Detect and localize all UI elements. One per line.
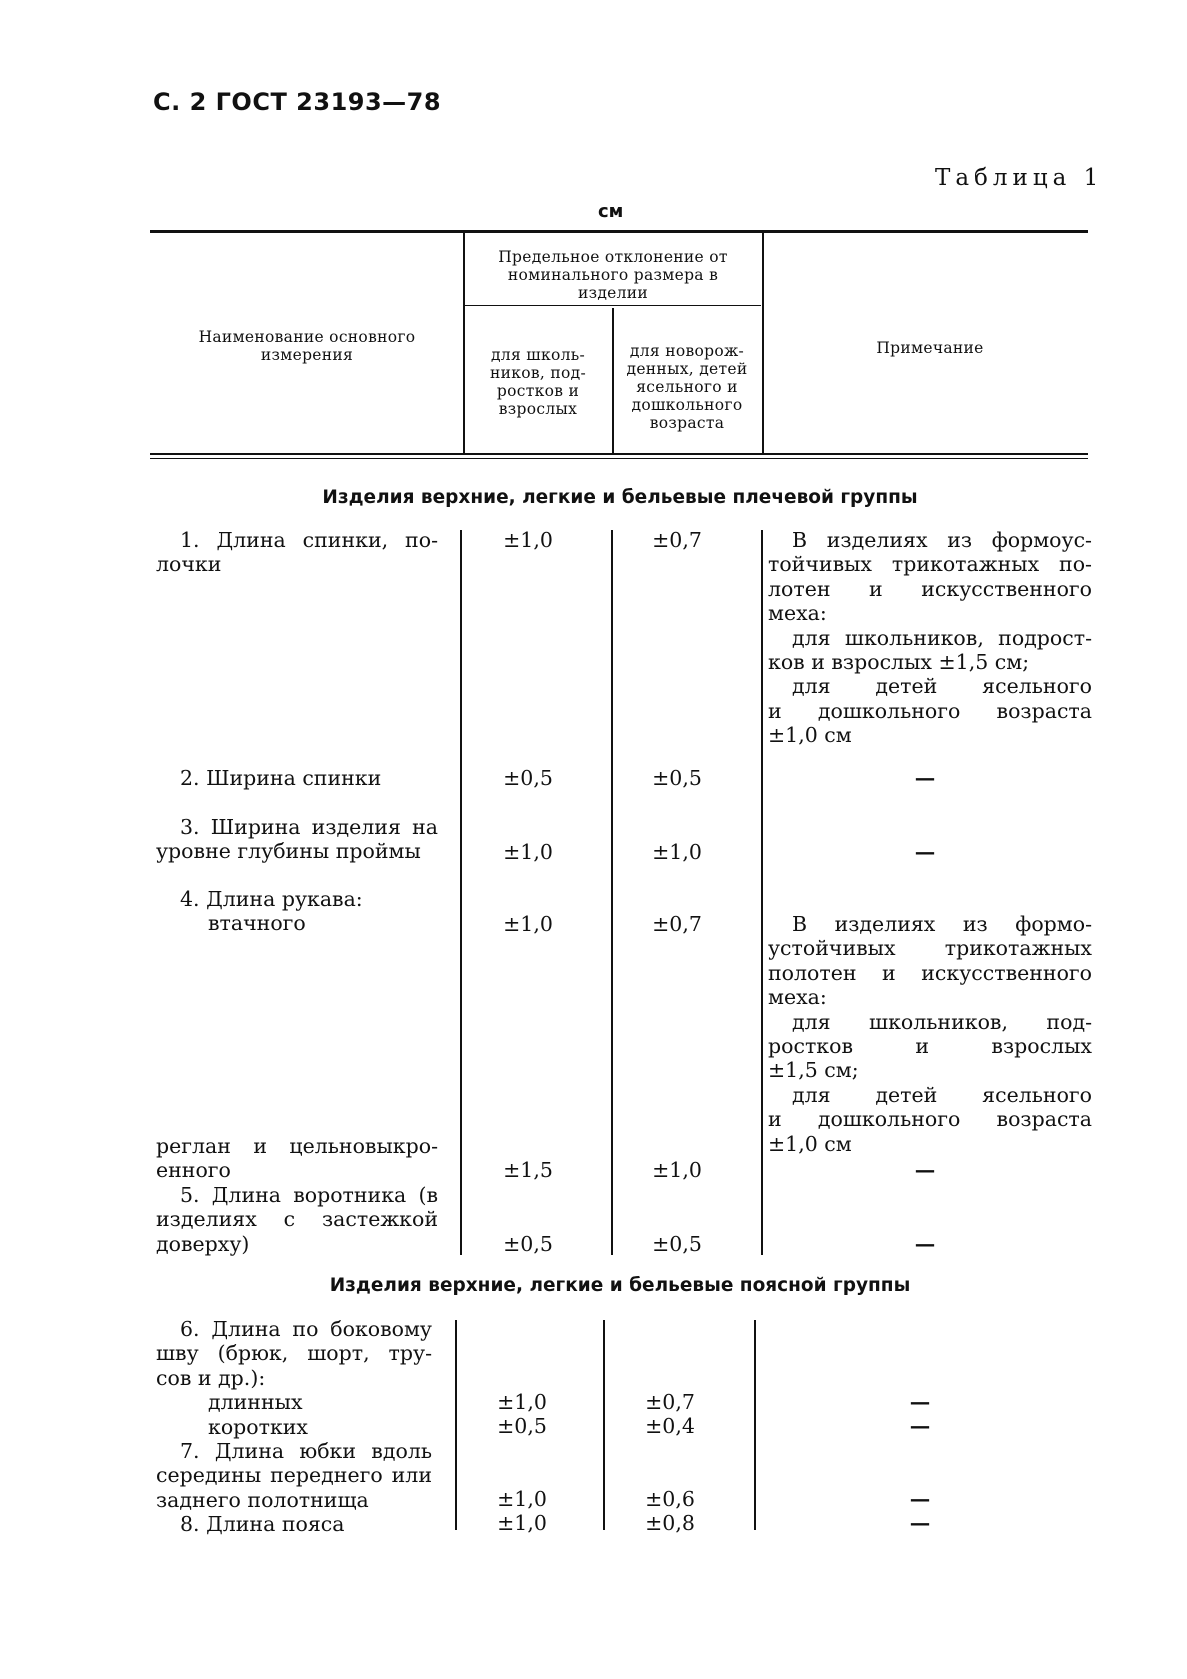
note-line: меха: bbox=[768, 985, 827, 1010]
note-line: В изделиях из формоус- bbox=[792, 528, 1092, 552]
row-name-line: 5. Длина воротника (в bbox=[180, 1183, 438, 1207]
value-school: ±0,5 bbox=[503, 766, 553, 790]
row-note bbox=[768, 912, 1092, 1156]
row-name bbox=[156, 815, 438, 864]
row-name bbox=[156, 528, 438, 577]
value-school: ±1,0 bbox=[503, 912, 553, 936]
note-line: для детей ясельного bbox=[792, 674, 1092, 699]
note-line: ±1,0 см bbox=[768, 723, 852, 748]
row-name bbox=[156, 1134, 438, 1183]
row-name-line: 7. Длина юбки вдоль bbox=[180, 1439, 432, 1464]
header-bottom-rule-2 bbox=[150, 458, 1088, 459]
value-school: ±1,0 bbox=[503, 528, 553, 552]
header-divider-2 bbox=[612, 308, 614, 454]
note-line: ±1,0 см bbox=[768, 1131, 852, 1156]
note-line: и дошкольного возраста bbox=[768, 1107, 1092, 1132]
note-line: устойчивых трикотажных bbox=[768, 936, 1092, 961]
column-header-deviation: Предельное отклонение от номинального размера в изделии bbox=[498, 248, 728, 302]
row-name-line: енного bbox=[156, 1158, 231, 1183]
value-children: ±0,5 bbox=[652, 766, 702, 790]
note-dash: — bbox=[909, 1414, 931, 1438]
row-note bbox=[768, 528, 1092, 748]
column-header-school: для школь- ников, под- ростков и взрослых bbox=[489, 346, 586, 418]
body-divider-3a bbox=[761, 530, 763, 1255]
value-children: ±0,8 bbox=[645, 1511, 695, 1535]
body-divider-1a bbox=[460, 530, 462, 1255]
body-divider-1b bbox=[455, 1320, 457, 1530]
row-name-line: лочки bbox=[156, 552, 222, 577]
row-name-line: коротких bbox=[208, 1414, 308, 1439]
header-sub-rule bbox=[464, 305, 761, 306]
row-name bbox=[156, 1317, 432, 1537]
value-children: ±0,7 bbox=[652, 528, 702, 552]
note-dash: — bbox=[909, 1487, 931, 1511]
value-school: ±0,5 bbox=[503, 1232, 553, 1256]
value-school: ±1,5 bbox=[503, 1158, 553, 1182]
value-children: ±0,4 bbox=[645, 1414, 695, 1438]
row-name bbox=[156, 887, 438, 936]
column-header-note: Примечание bbox=[876, 339, 984, 357]
section-title: Изделия верхние, легкие и бельевые поясной группы bbox=[329, 1275, 911, 1296]
value-children: ±1,0 bbox=[652, 840, 702, 864]
note-line: ростков и взрослых bbox=[768, 1034, 1092, 1059]
header-bottom-rule-1 bbox=[150, 453, 1088, 455]
row-name-line: 4. Длина рукава: bbox=[180, 887, 363, 911]
note-line: ±1,5 см; bbox=[768, 1058, 859, 1083]
note-dash: — bbox=[909, 1390, 931, 1414]
header-divider-1 bbox=[463, 232, 465, 454]
row-name-line: 6. Длина по боковому bbox=[180, 1317, 432, 1341]
page-header: С. 2 ГОСТ 23193—78 bbox=[153, 88, 442, 116]
body-divider-2b bbox=[603, 1320, 605, 1530]
value-school: ±1,0 bbox=[497, 1390, 547, 1414]
row-name-line: доверху) bbox=[156, 1231, 250, 1256]
row-name-line: изделиях с застежкой bbox=[156, 1207, 438, 1232]
value-children: ±0,5 bbox=[652, 1232, 702, 1256]
value-children: ±0,6 bbox=[645, 1487, 695, 1511]
note-dash: — bbox=[914, 766, 936, 790]
row-name-line: длинных bbox=[208, 1390, 303, 1415]
row-name-line: реглан и цельновыкро- bbox=[156, 1134, 438, 1158]
row-name-line: середины переднего или bbox=[156, 1463, 432, 1488]
body-divider-2a bbox=[611, 530, 613, 1255]
value-school: ±0,5 bbox=[497, 1414, 547, 1438]
row-name-line: 1. Длина спинки, по- bbox=[180, 528, 438, 552]
note-dash: — bbox=[909, 1511, 931, 1535]
row-name-line: 8. Длина пояса bbox=[180, 1512, 345, 1537]
note-line: лотен и искусственного bbox=[768, 576, 1092, 601]
note-dash: — bbox=[914, 840, 936, 864]
row-name bbox=[156, 1183, 438, 1256]
value-children: ±0,7 bbox=[645, 1390, 695, 1414]
section-title: Изделия верхние, легкие и бельевые плечевой группы bbox=[322, 487, 918, 508]
row-name-line: шву (брюк, шорт, тру- bbox=[156, 1341, 432, 1366]
row-name-line: втачного bbox=[208, 911, 306, 936]
value-school: ±1,0 bbox=[503, 840, 553, 864]
value-children: ±0,7 bbox=[652, 912, 702, 936]
note-line: меха: bbox=[768, 601, 827, 626]
column-header-children: для новорож- денных, детей ясельного и дошкольного возраста bbox=[626, 342, 748, 432]
row-name-line: уровне глубины проймы bbox=[156, 839, 421, 864]
body-divider-3b bbox=[754, 1320, 756, 1530]
note-line: тойчивых трикотажных по- bbox=[768, 552, 1092, 577]
value-school: ±1,0 bbox=[497, 1487, 547, 1511]
note-line: для школьников, подрост- bbox=[792, 625, 1092, 650]
note-line: ков и взрослых ±1,5 см; bbox=[768, 650, 1030, 675]
row-name bbox=[156, 766, 438, 790]
note-dash: — bbox=[914, 1158, 936, 1182]
note-dash: — bbox=[914, 1232, 936, 1256]
row-name-line: 3. Ширина изделия на bbox=[180, 815, 438, 839]
note-line: и дошкольного возраста bbox=[768, 698, 1092, 723]
table-top-rule bbox=[150, 230, 1088, 233]
note-line: В изделиях из формо- bbox=[792, 912, 1092, 936]
table-title: Таблица 1 bbox=[935, 165, 1104, 191]
header-divider-3 bbox=[762, 232, 764, 454]
value-children: ±1,0 bbox=[652, 1158, 702, 1182]
column-header-name: Наименование основного измерения bbox=[198, 328, 416, 364]
units-label: см bbox=[598, 201, 624, 222]
value-school: ±1,0 bbox=[497, 1511, 547, 1535]
note-line: для школьников, под- bbox=[792, 1009, 1092, 1034]
note-line: полотен и искусственного bbox=[768, 960, 1092, 985]
note-line: для детей ясельного bbox=[792, 1082, 1092, 1107]
row-name-line: сов и др.): bbox=[156, 1365, 266, 1390]
row-name-line: заднего полотнища bbox=[156, 1487, 369, 1512]
row-name-line: 2. Ширина спинки bbox=[180, 766, 382, 790]
